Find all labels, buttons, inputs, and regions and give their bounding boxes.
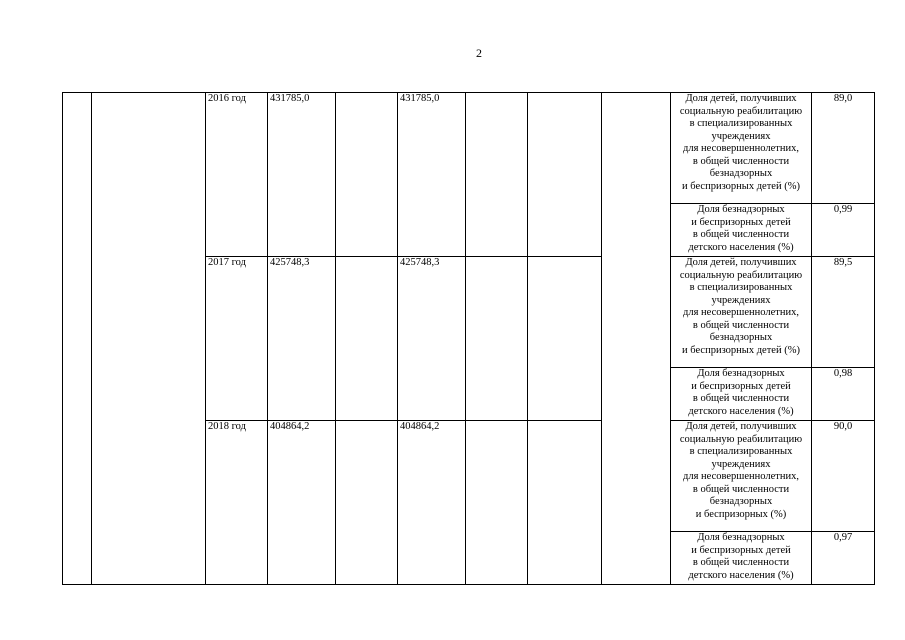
cell-other (528, 257, 602, 421)
cell-local (466, 421, 528, 585)
indicator-line: безнадзорных (709, 332, 773, 343)
cell-federal (336, 93, 398, 257)
cell-budget: 425748,3 (398, 257, 466, 421)
indicator-line: и беспризорных детей (691, 380, 791, 392)
indicator-line: и беспризорных детей (%) (682, 180, 800, 192)
indicator-line: и беспризорных (%) (695, 508, 787, 520)
indicator-line: учреждениях (711, 130, 771, 142)
indicator-line: в общей численности (692, 319, 790, 331)
indicator-text (671, 532, 812, 585)
indicator-value: 0,97 (812, 532, 875, 585)
indicator-line: и беспризорных детей (691, 216, 791, 228)
indicator-line: безнадзорных (709, 168, 773, 179)
indicator-line: и беспризорных детей (%) (682, 344, 800, 356)
table-row (63, 93, 875, 204)
indicator-line: в общей численности (692, 393, 790, 404)
indicator-line: детского населения (%) (688, 241, 794, 253)
indicator-line: Доля безнадзорных (697, 204, 785, 215)
indicator-line: в общей численности (692, 229, 790, 240)
indicator-line: Доля детей, получивших (685, 93, 797, 104)
indicator-line: для несовершеннолетних, (683, 307, 799, 318)
indicator-text (671, 93, 812, 204)
indicator-line: безнадзорных (709, 496, 773, 507)
cell-name (92, 93, 206, 585)
cell-budget: 431785,0 (398, 93, 466, 257)
indicator-line: в общей численности (692, 155, 790, 167)
indicator-line: для несовершеннолетних, (683, 471, 799, 482)
indicator-text (671, 204, 812, 257)
indicator-line: Доля детей, получивших (685, 421, 797, 432)
indicator-line: Доля безнадзорных (697, 368, 785, 379)
indicator-line: в специализированных (689, 446, 793, 457)
indicator-line: социальную реабилитацию (679, 433, 803, 445)
indicator-value: 90,0 (812, 421, 875, 532)
cell-total: 425748,3 (268, 257, 336, 421)
indicator-line: Доля детей, получивших (685, 257, 797, 268)
cell-year: 2016 год (206, 93, 268, 257)
indicator-line: детского населения (%) (688, 569, 794, 581)
cell-year: 2017 год (206, 257, 268, 421)
indicator-line: в общей численности (692, 483, 790, 495)
indicator-value: 0,99 (812, 204, 875, 257)
indicator-line: социальную реабилитацию (679, 105, 803, 117)
cell-executor (602, 93, 671, 585)
cell-other (528, 93, 602, 257)
indicator-line: в общей численности (692, 557, 790, 568)
indicator-value: 0,98 (812, 368, 875, 421)
indicator-line: учреждениях (711, 294, 771, 306)
indicator-line: Доля безнадзорных (697, 532, 785, 543)
indicator-line: в специализированных (689, 282, 793, 293)
indicator-line: детского населения (%) (688, 405, 794, 417)
cell-budget: 404864,2 (398, 421, 466, 585)
cell-local (466, 93, 528, 257)
indicator-value: 89,0 (812, 93, 875, 204)
cell-total: 404864,2 (268, 421, 336, 585)
cell-other (528, 421, 602, 585)
indicator-text (671, 368, 812, 421)
indicator-line: и беспризорных детей (691, 544, 791, 556)
cell-federal (336, 421, 398, 585)
page-number: 2 (476, 46, 482, 60)
cell-local (466, 257, 528, 421)
indicator-text (671, 421, 812, 532)
indicator-line: для несовершеннолетних, (683, 143, 799, 154)
cell-number (63, 93, 92, 585)
indicator-line: в специализированных (689, 118, 793, 129)
indicator-line: учреждениях (711, 458, 771, 470)
indicator-line: социальную реабилитацию (679, 269, 803, 281)
cell-total: 431785,0 (268, 93, 336, 257)
cell-year: 2018 год (206, 421, 268, 585)
indicator-text (671, 257, 812, 368)
cell-federal (336, 257, 398, 421)
program-table (62, 92, 875, 585)
indicator-value: 89,5 (812, 257, 875, 368)
